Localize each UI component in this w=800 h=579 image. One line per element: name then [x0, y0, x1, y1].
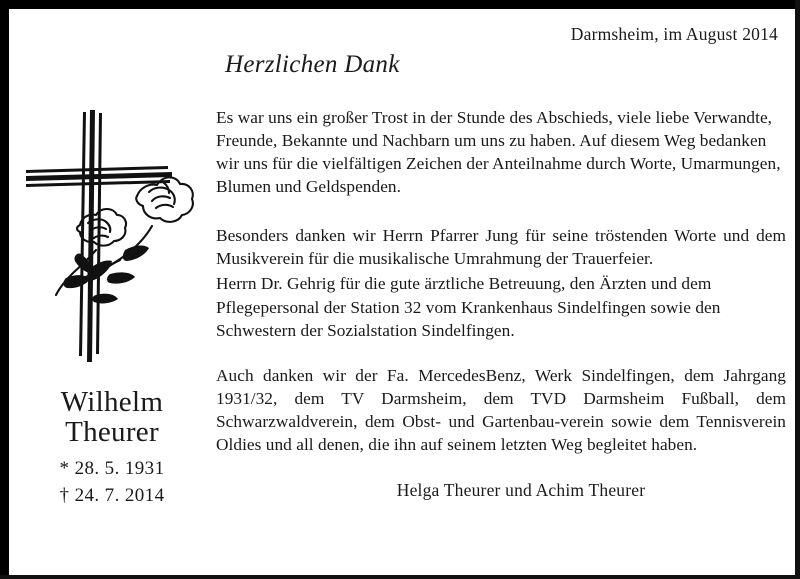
deceased-last-name: Theurer — [65, 415, 159, 448]
cross-with-roses-icon — [24, 104, 200, 372]
thank-you-body — [216, 106, 786, 456]
paragraph-spacer — [216, 342, 786, 364]
place-and-date: Darmsheim, im August 2014 — [570, 24, 778, 44]
memorial-column — [9, 104, 215, 510]
deceased-details — [9, 388, 215, 510]
message-column — [216, 51, 786, 501]
deceased-first-name: Wilhelm — [60, 386, 164, 418]
thank-you-heading: Herzlichen Dank — [225, 51, 400, 78]
card-frame-top — [0, 0, 800, 9]
birth-date: * 28. 5. 1931 — [59, 458, 165, 480]
card-frame-bottom — [0, 575, 800, 579]
paragraph-3: Herrn Dr. Gehrig für die gute ärztliche Betreuung, den Ärzten und dem Pflegepersonal der Station 32 vom Krankenhaus Sindelfingen sowie den Schwestern der Sozialstation Sindelfingen. — [216, 274, 721, 340]
deceased-dates — [9, 456, 215, 510]
card-inner — [9, 9, 795, 575]
signature-line: Helga Theurer und Achim Theurer — [396, 480, 646, 501]
paragraph-4: Auch danken wir der Fa. MercedesBenz, Werk Sindelfingen, dem Jahrgang 1931/32, dem TV Darmsheim, dem TVD Darmsheim Fußball, dem Schwarzwaldverein, dem Obst- und Gartenbau-verein sowie dem Tennisverein Oldies und all denen, die ihn auf seinem letzten Weg begleitet haben. — [216, 365, 786, 454]
card-frame-left — [0, 0, 9, 579]
paragraph-2: Besonders danken wir Herrn Pfarrer Jung für seine tröstenden Worte und dem Musikverein für die musikalische Umrahmung der Trauerfeier. — [216, 226, 786, 269]
paragraph-spacer — [216, 198, 786, 224]
death-date: † 24. 7. 2014 — [59, 485, 165, 507]
card-frame-right — [795, 0, 800, 579]
paragraph-1: Es war uns ein großer Trost in der Stunde des Abschieds, viele liebe Verwandte, Freunde, Bekannte und Nachbarn um uns zu haben. Auf diesem Weg bedanken wir uns für die vielfältigen Zeichen der Anteilnahme durch Worte, Umarmungen, Blumen und Geldspenden. — [216, 108, 781, 197]
